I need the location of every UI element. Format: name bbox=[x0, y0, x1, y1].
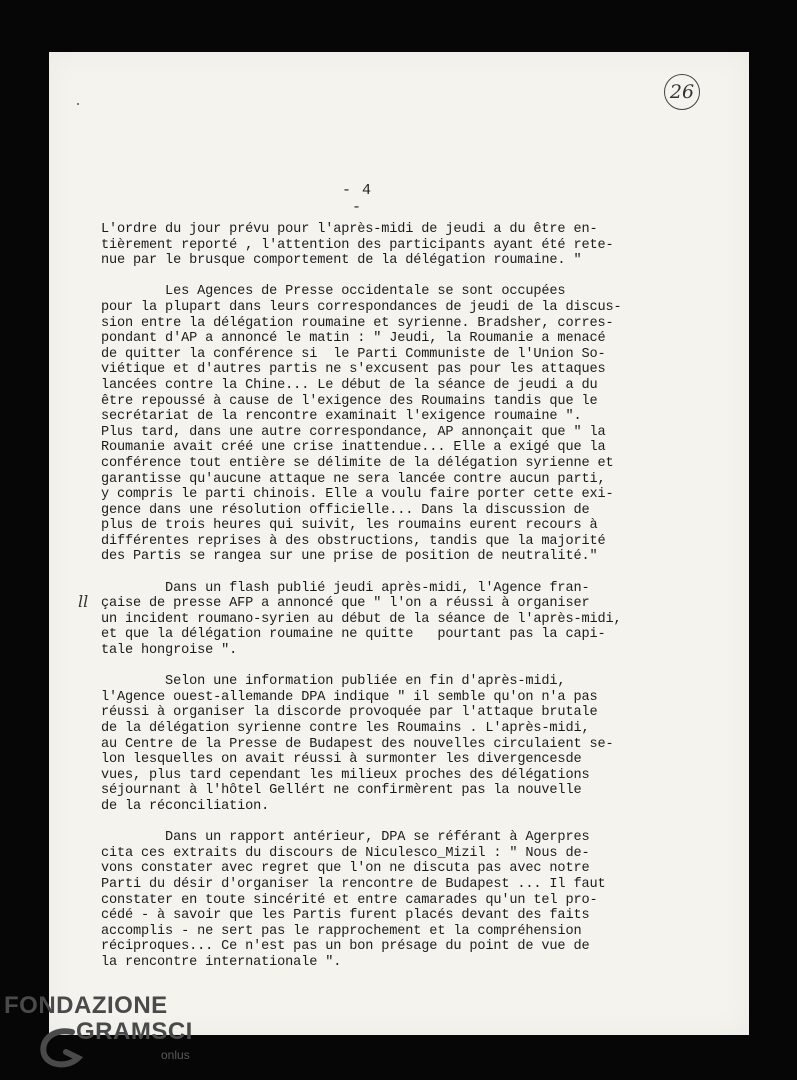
text-line: lancées contre la Chine... Le début de la séance de jeudi a du bbox=[101, 377, 598, 393]
text-line: tièrement reporté , l'attention des participants ayant été rete- bbox=[101, 237, 614, 253]
text-line: un incident roumano-syrien au début de la séance de l'après-midi, bbox=[101, 611, 622, 627]
page-stamp bbox=[664, 74, 700, 110]
text-line: Dans un rapport antérieur, DPA se référant à Agerpres bbox=[101, 830, 590, 846]
text-line: tale hongroise ". bbox=[101, 643, 238, 659]
text-line: réciproques... Ce n'est pas un bon présage du point de vue de bbox=[101, 939, 590, 955]
text-line: accomplis - ne sert pas le rapprochement et la compréhension bbox=[101, 923, 582, 939]
text-line: vons constater avec regret que l'on ne discuta pas avec notre bbox=[101, 861, 590, 877]
text-line: Parti du désir d'organiser la rencontre de Budapest ... Il faut bbox=[101, 876, 606, 892]
text-line: Selon une information publiée en fin d'après-midi, bbox=[101, 674, 566, 690]
text-line: pondant d'AP a annoncé le matin : " Jeudi, la Roumanie a menacé bbox=[101, 331, 606, 347]
text-line: nue par le brusque comportement de la délégation roumaine. " bbox=[101, 253, 582, 269]
text-line: de la délégation syrienne contre les Roumains . L'après-midi, bbox=[101, 721, 590, 736]
text-line: gence dans une résolution officielle... Dans la discussion de bbox=[101, 502, 590, 518]
text-line: L'ordre du jour prévu pour l'après-midi de jeudi a du être en- bbox=[101, 222, 598, 237]
text-line: l'Agence ouest-allemande DPA indique " il semble qu'on n'a pas bbox=[101, 689, 598, 705]
text-line: lon lesquelles on avait réussi à surmonter les divergencesde bbox=[101, 752, 582, 768]
text-line: Dans un flash publié jeudi après-midi, l'Agence fran- bbox=[101, 580, 590, 596]
text-line: séjournant à l'hôtel Gellért ne confirmèrent pas la nouvelle bbox=[101, 783, 582, 799]
text-line: de quitter la conférence si le Parti Communiste de l'Union So- bbox=[101, 346, 606, 362]
text-line: viétique et d'autres partis ne s'excusent pas pour les attaques bbox=[101, 362, 606, 378]
text-line: secrétariat de la rencontre examinait l'exigence roumaine ". bbox=[101, 409, 582, 425]
document-body bbox=[101, 222, 686, 971]
text-line: des Partis se rangea sur une prise de position de neutralité." bbox=[101, 549, 598, 565]
text-line: au Centre de la Presse de Budapest des nouvelles circulaient se- bbox=[101, 736, 614, 752]
text-line: sion entre la délégation roumaine et syrienne. Bradsher, corres- bbox=[101, 315, 614, 331]
paragraph bbox=[101, 284, 686, 565]
text-line: Roumanie avait créé une crise inattendue... Elle a exigé que la bbox=[101, 440, 606, 456]
watermark-line-3: onlus bbox=[161, 1048, 190, 1062]
text-line: y compris le parti chinois. Elle a voulu faire porter cette exi- bbox=[101, 487, 614, 503]
text-line: garantisse qu'aucune attaque ne sera lancée contre aucun parti, bbox=[101, 471, 606, 487]
stamp-number: 26 bbox=[669, 81, 695, 103]
text-line: la rencontre internationale ". bbox=[101, 954, 342, 970]
watermark-line-2: GRAMSCI bbox=[76, 1018, 193, 1045]
text-line: conférence tout entière se délimite de la délégation syrienne et bbox=[101, 455, 614, 471]
watermark-line-1: FONDAZIONE bbox=[4, 992, 168, 1019]
text-line: différentes reprises à des obstructions, tandis que la majorité bbox=[101, 533, 606, 549]
ink-dot bbox=[77, 103, 79, 105]
text-line: réussi à organiser la discorde provoquée par l'attaque brutale bbox=[101, 705, 598, 721]
text-line: et que la délégation roumaine ne quitte pourtant pas la capi- bbox=[101, 627, 606, 643]
paragraph bbox=[101, 830, 686, 970]
text-line: pour la plupart dans leurs correspondances de jeudi de la discus- bbox=[101, 299, 622, 315]
paragraph bbox=[101, 581, 686, 659]
paragraph bbox=[101, 674, 686, 814]
text-line: Plus tard, dans une autre correspondance, AP annonçait que " la bbox=[101, 424, 606, 440]
text-line: çaise de presse AFP a annoncé que " l'on a réussi à organiser bbox=[101, 596, 590, 612]
text-line: être repoussé à cause de l'exigence des Roumains tandis que le bbox=[101, 393, 598, 409]
watermark bbox=[4, 992, 204, 1072]
text-line: Les Agences de Presse occidentale se sont occupées bbox=[101, 284, 566, 300]
paragraph bbox=[101, 222, 686, 269]
text-line: cédé - à savoir que les Partis furent placés devant des faits bbox=[101, 908, 590, 924]
text-line: plus de trois heures qui suivit, les roumains eurent recours à bbox=[101, 518, 598, 534]
page-number: - 4 - bbox=[341, 182, 372, 216]
text-line: vues, plus tard cependant les milieux proches des délégations bbox=[101, 767, 590, 783]
text-line: constater en toute sincérité et entre camarades qu'un tel pro- bbox=[101, 892, 598, 908]
text-line: cita ces extraits du discours de Niculesco_Mizil : " Nous de- bbox=[101, 845, 590, 861]
text-line: de la réconciliation. bbox=[101, 798, 270, 814]
margin-annotation: ll bbox=[78, 592, 89, 611]
